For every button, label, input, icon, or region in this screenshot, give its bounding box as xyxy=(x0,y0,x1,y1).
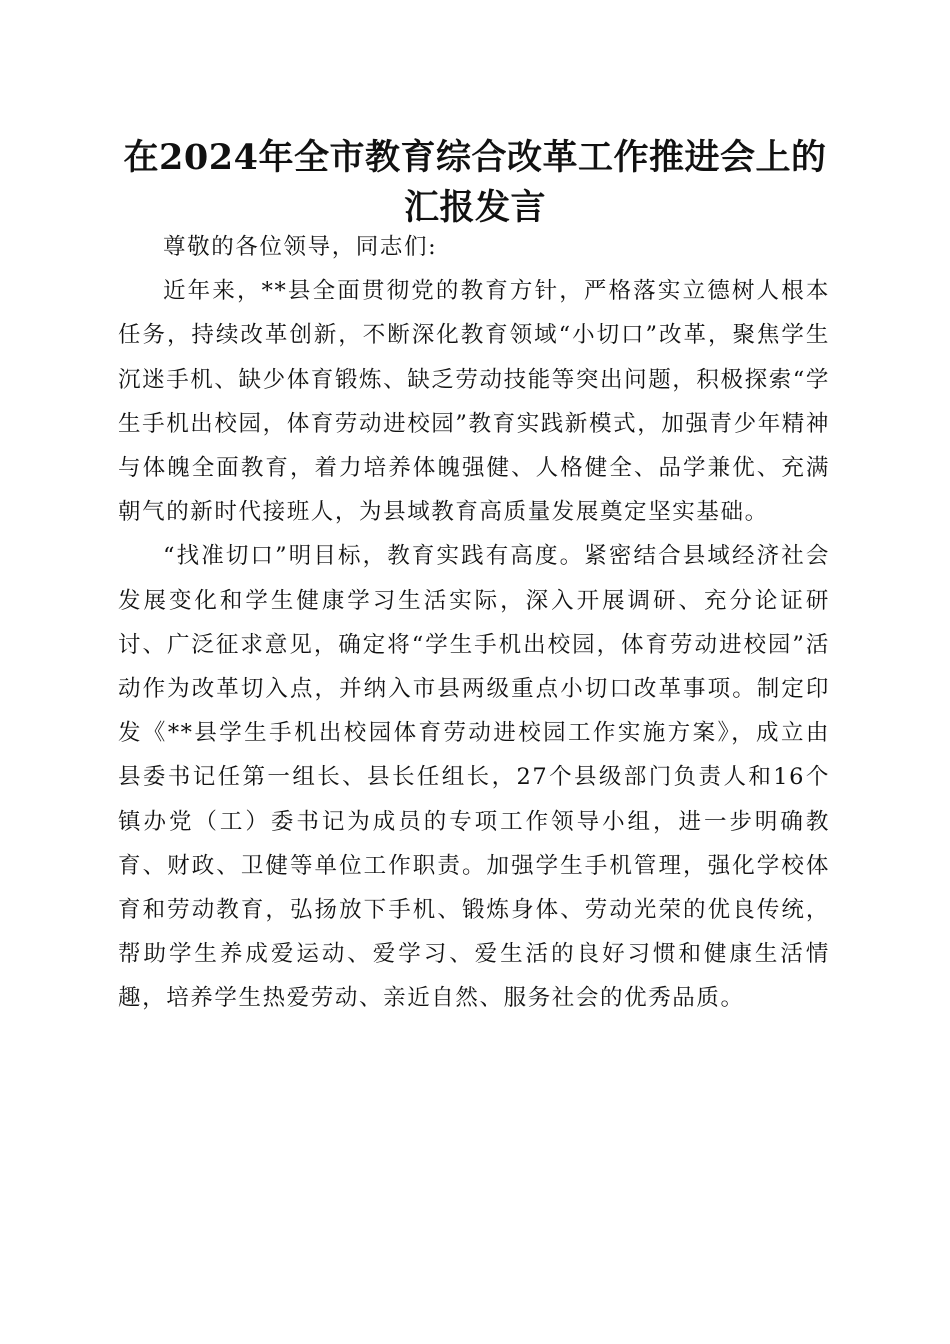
title-line-1: 在2024年全市教育综合改革工作推进会上的 xyxy=(123,137,827,178)
paragraph-intro: 近年来，**县全面贯彻党的教育方针，严格落实立德树人根本任务，持续改革创新，不断深化教育领域“小切口”改革，聚焦学生沉迷手机、缺少体育锻炼、缺乏劳动技能等突出问题，积极探索“学生手机出校园，体育劳动进校园”教育实践新模式，加强青少年精神与体魄全面教育，着力培养体魄强健、人格健全、品学兼优、充满朝气的新时代接班人，为县域教育高质量发展奠定坚实基础。 xyxy=(118,278,831,526)
salutation: 尊敬的各位领导，同志们: xyxy=(163,234,438,260)
document-body xyxy=(118,225,830,1021)
document-title xyxy=(100,133,850,233)
paragraph-section-1: “找准切口”明目标，教育实践有高度。紧密结合县域经济社会发展变化和学生健康学习生活实际，深入开展调研、充分论证研讨、广泛征求意见，确定将“学生手机出校园，体育劳动进校园”活动作为改革切入点，并纳入市县两级重点小切口改革事项。制定印发《**县学生手机出校园体育劳动进校园工作实施方案》，成立由县委书记任第一组长、县长任组长，27个县级部门负责人和16个镇办党（工）委书记为成员的专项工作领导小组，进一步明确教育、财政、卫健等单位工作职责。加强学生手机管理，强化学校体育和劳动教育，弘扬放下手机、锻炼身体、劳动光荣的优良传统，帮助学生养成爱运动、爱学习、爱生活的良好习惯和健康生活情趣，培养学生热爱劳动、亲近自然、服务社会的优秀品质。 xyxy=(118,543,830,1012)
title-line-2: 汇报发言 xyxy=(403,187,546,228)
